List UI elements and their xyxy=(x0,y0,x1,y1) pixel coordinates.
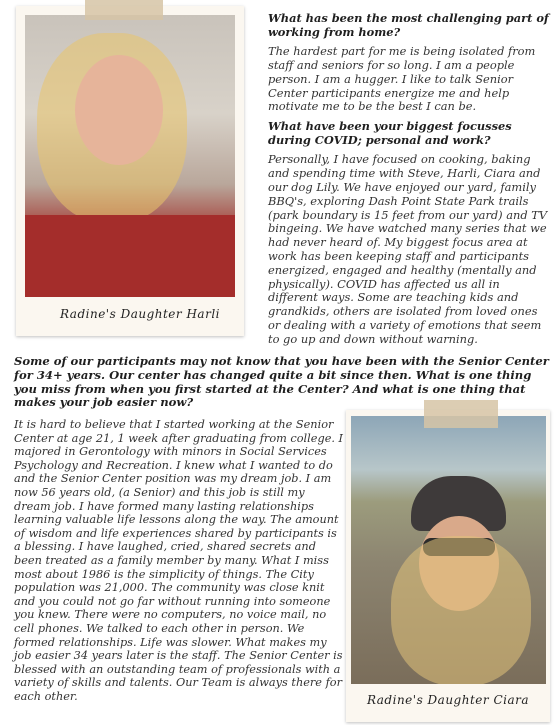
question-1: What has been the most challenging part of working from home? xyxy=(268,11,549,39)
face-shape xyxy=(75,55,163,165)
caption-harli: Radine's Daughter Harli xyxy=(59,307,220,321)
photo-frame-ciara xyxy=(346,410,550,722)
left-column xyxy=(14,418,344,709)
photo-ciara xyxy=(351,416,546,684)
answer-2: Personally, I have focused on cooking, baking and spending time with Steve, Harli, Ciara and our dog Lily. We have enjoyed our yard, family BBQ's, exploring Dash Point State Park trails (park boundary is 15 feet from our yard) and TV bingeing. We have watched many series that we had never heard of. My biggest focus area at work has been keeping staff and participants energized, engaged and healthy (mentally and physically). COVID has affected us all in different ways. Some are teaching kids and grandkids, others are isolated from loved ones or dealing with a variety of emotions that seem to go up and down without warning. xyxy=(268,152,548,346)
hair-shape xyxy=(391,536,531,684)
photo-harli xyxy=(25,15,235,297)
answer-1: The hardest part for me is being isolated from staff and seniors for so long. I am a people person. I am a hugger. I like to talk Senior Center participants energize me and help motivate me to be the best I can be. xyxy=(268,44,536,114)
tape-strip xyxy=(424,400,498,428)
tape-strip xyxy=(85,0,163,20)
caption-ciara: Radine's Daughter Ciara xyxy=(366,693,530,707)
right-column xyxy=(268,12,551,353)
photo-frame-harli xyxy=(16,6,244,336)
question-2: What have been your biggest focusses during COVID; personal and work? xyxy=(268,119,512,147)
question-3: Some of our participants may not know that you have been with the Senior Center for 34+ years. Our center has changed quite a bit since then. What is one thing you miss from when you first started at the Center? And what is one thing that makes your job easier now? xyxy=(14,354,549,410)
answer-3: It is hard to believe that I started working at the Senior Center at age 21, 1 week after graduating from college. I majored in Gerontology with minors in Social Services Psychology and Recreation. I knew what I wanted to do and the Senior Center position was my dream job. I am now 56 years old, (a Senior) and this job is still my dream job. I have formed many lasting relationships learning valuable life lessons along the way. The amount of wisdom and life experiences shared by participants is a blessing. I have laughed, cried, shared secrets and been treated as a family member by many. What I miss most about 1986 is the simplicity of things. The City population was 21,000. The community was close knit and you could not go far without running into someone you knew. There were no computers, no voice mail, no cell phones. We talked to each other in person. We formed relationships. Life was slower. What makes my job easier 34 years later is the staff. The Senior Center is blessed with an outstanding team of professionals with a variety of skills and talents. Our Team is always there for each other. xyxy=(14,418,344,703)
dress-shape xyxy=(25,215,235,297)
